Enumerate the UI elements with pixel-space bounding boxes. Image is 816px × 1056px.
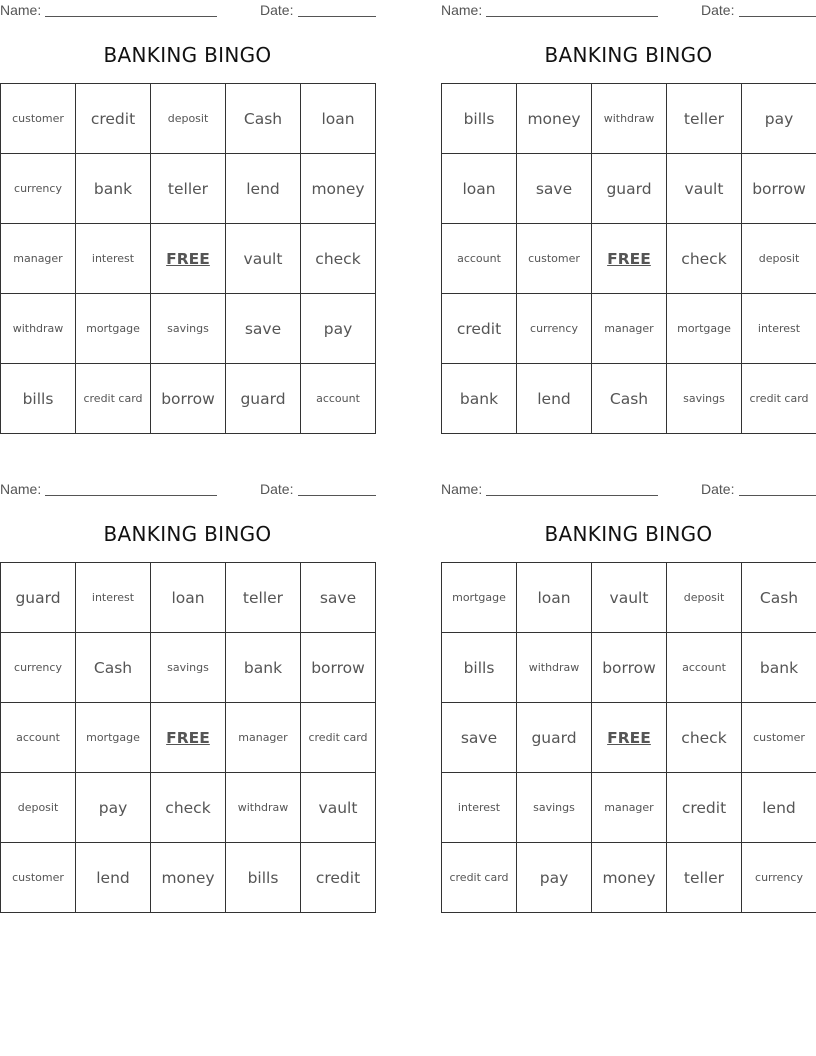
bingo-cell: mortgage xyxy=(442,563,517,633)
bingo-cell: pay xyxy=(517,843,592,913)
bingo-cell: manager xyxy=(1,224,76,294)
bingo-cell: currency xyxy=(1,633,76,703)
bingo-cell: interest xyxy=(76,224,151,294)
bingo-cell: loan xyxy=(442,154,517,224)
bingo-cell: check xyxy=(667,224,742,294)
bingo-cell: withdraw xyxy=(1,294,76,364)
bingo-cell: guard xyxy=(226,364,301,434)
bingo-cell: teller xyxy=(226,563,301,633)
bingo-cell: teller xyxy=(151,154,226,224)
free-cell: FREE xyxy=(151,224,226,294)
bingo-cell: credit xyxy=(442,294,517,364)
name-line xyxy=(45,16,217,17)
date-label: Date: xyxy=(701,481,735,497)
grid-row xyxy=(1,563,376,633)
bingo-cell: credit xyxy=(667,773,742,843)
name-label: Name: xyxy=(0,2,42,18)
bingo-cell: mortgage xyxy=(76,294,151,364)
card-header-fields xyxy=(441,0,816,20)
bingo-cell: bank xyxy=(442,364,517,434)
bingo-cell: account xyxy=(1,703,76,773)
bingo-cell: customer xyxy=(1,84,76,154)
bingo-cell: customer xyxy=(742,703,816,773)
bingo-grid xyxy=(441,83,816,434)
grid-row xyxy=(1,703,376,773)
bingo-cell: vault xyxy=(667,154,742,224)
bingo-cell: check xyxy=(301,224,376,294)
bingo-cell: interest xyxy=(742,294,816,364)
card-header-fields xyxy=(0,0,375,20)
bingo-cell: borrow xyxy=(592,633,667,703)
date-label: Date: xyxy=(701,2,735,18)
bingo-cell: save xyxy=(442,703,517,773)
grid-row xyxy=(1,364,376,434)
bingo-cell: save xyxy=(226,294,301,364)
bingo-cell: guard xyxy=(592,154,667,224)
bingo-grid xyxy=(0,83,376,434)
bingo-cell: withdraw xyxy=(517,633,592,703)
bingo-cell: check xyxy=(151,773,226,843)
bingo-cell: lend xyxy=(226,154,301,224)
bingo-cell: currency xyxy=(742,843,816,913)
bingo-cell: bank xyxy=(76,154,151,224)
bingo-cell: loan xyxy=(301,84,376,154)
name-line xyxy=(486,16,658,17)
bingo-cell: deposit xyxy=(742,224,816,294)
bingo-cell: vault xyxy=(301,773,376,843)
bingo-cell: vault xyxy=(226,224,301,294)
bingo-cell: save xyxy=(301,563,376,633)
date-line xyxy=(739,495,816,496)
name-label: Name: xyxy=(0,481,42,497)
grid-row xyxy=(442,364,816,434)
bingo-cell: Cash xyxy=(592,364,667,434)
bingo-cell: savings xyxy=(151,294,226,364)
bingo-cell: account xyxy=(667,633,742,703)
grid-row xyxy=(442,703,816,773)
bingo-cell: bank xyxy=(226,633,301,703)
grid-row xyxy=(1,843,376,913)
grid-row xyxy=(442,154,816,224)
name-label: Name: xyxy=(441,481,483,497)
bingo-cell: loan xyxy=(151,563,226,633)
bingo-cell: lend xyxy=(742,773,816,843)
bingo-cell: guard xyxy=(517,703,592,773)
name-line xyxy=(486,495,658,496)
bingo-cell: bills xyxy=(442,633,517,703)
date-label: Date: xyxy=(260,2,294,18)
bingo-cell: loan xyxy=(517,563,592,633)
card-title: BANKING BINGO xyxy=(544,522,713,546)
bingo-cell: savings xyxy=(151,633,226,703)
bingo-cell: guard xyxy=(1,563,76,633)
bingo-cell: currency xyxy=(1,154,76,224)
bingo-cell: bills xyxy=(1,364,76,434)
grid-row xyxy=(442,84,816,154)
bingo-cell: money xyxy=(592,843,667,913)
grid-row xyxy=(442,563,816,633)
bingo-grid xyxy=(441,562,816,913)
bingo-cell: teller xyxy=(667,843,742,913)
grid-row xyxy=(442,843,816,913)
free-cell: FREE xyxy=(592,703,667,773)
date-label: Date: xyxy=(260,481,294,497)
name-label: Name: xyxy=(441,2,483,18)
bingo-cell: pay xyxy=(76,773,151,843)
grid-row xyxy=(1,84,376,154)
bingo-cell: savings xyxy=(517,773,592,843)
name-line xyxy=(45,495,217,496)
bingo-cell: account xyxy=(301,364,376,434)
bingo-cell: bills xyxy=(442,84,517,154)
bingo-cell: money xyxy=(517,84,592,154)
bingo-cell: lend xyxy=(517,364,592,434)
bingo-cell: customer xyxy=(517,224,592,294)
bingo-cell: withdraw xyxy=(592,84,667,154)
card-title: BANKING BINGO xyxy=(103,522,272,546)
bingo-cell: Cash xyxy=(76,633,151,703)
bingo-cell: lend xyxy=(76,843,151,913)
grid-row xyxy=(1,294,376,364)
bingo-cell: pay xyxy=(742,84,816,154)
bingo-cell: mortgage xyxy=(667,294,742,364)
grid-row xyxy=(442,224,816,294)
bingo-cell: teller xyxy=(667,84,742,154)
bingo-cell: credit card xyxy=(301,703,376,773)
bingo-cell: credit xyxy=(301,843,376,913)
free-cell: FREE xyxy=(151,703,226,773)
bingo-cell: credit card xyxy=(742,364,816,434)
bingo-cell: currency xyxy=(517,294,592,364)
bingo-cell: save xyxy=(517,154,592,224)
bingo-cell: borrow xyxy=(301,633,376,703)
bingo-cell: savings xyxy=(667,364,742,434)
card-title: BANKING BINGO xyxy=(544,43,713,67)
date-line xyxy=(739,16,816,17)
bingo-cell: pay xyxy=(301,294,376,364)
card-header-fields xyxy=(0,479,375,499)
bingo-cell: account xyxy=(442,224,517,294)
bingo-cell: manager xyxy=(592,773,667,843)
grid-row xyxy=(1,633,376,703)
card-title: BANKING BINGO xyxy=(103,43,272,67)
bingo-cell: credit xyxy=(76,84,151,154)
date-line xyxy=(298,495,376,496)
bingo-cell: borrow xyxy=(151,364,226,434)
bingo-cell: borrow xyxy=(742,154,816,224)
bingo-cell: credit card xyxy=(76,364,151,434)
bingo-cell: bills xyxy=(226,843,301,913)
bingo-cell: check xyxy=(667,703,742,773)
bingo-cell: deposit xyxy=(667,563,742,633)
grid-row xyxy=(442,633,816,703)
bingo-cell: interest xyxy=(76,563,151,633)
bingo-cell: deposit xyxy=(151,84,226,154)
bingo-cell: Cash xyxy=(226,84,301,154)
grid-row xyxy=(442,294,816,364)
bingo-cell: money xyxy=(151,843,226,913)
grid-row xyxy=(442,773,816,843)
bingo-cell: mortgage xyxy=(76,703,151,773)
bingo-cell: withdraw xyxy=(226,773,301,843)
grid-row xyxy=(1,154,376,224)
bingo-cell: money xyxy=(301,154,376,224)
grid-row xyxy=(1,773,376,843)
bingo-cell: credit card xyxy=(442,843,517,913)
bingo-cell: Cash xyxy=(742,563,816,633)
bingo-grid xyxy=(0,562,376,913)
bingo-cell: deposit xyxy=(1,773,76,843)
card-header-fields xyxy=(441,479,816,499)
bingo-cell: manager xyxy=(226,703,301,773)
bingo-cell: interest xyxy=(442,773,517,843)
grid-row xyxy=(1,224,376,294)
bingo-cell: bank xyxy=(742,633,816,703)
bingo-cell: manager xyxy=(592,294,667,364)
bingo-cell: vault xyxy=(592,563,667,633)
free-cell: FREE xyxy=(592,224,667,294)
date-line xyxy=(298,16,376,17)
bingo-cell: customer xyxy=(1,843,76,913)
